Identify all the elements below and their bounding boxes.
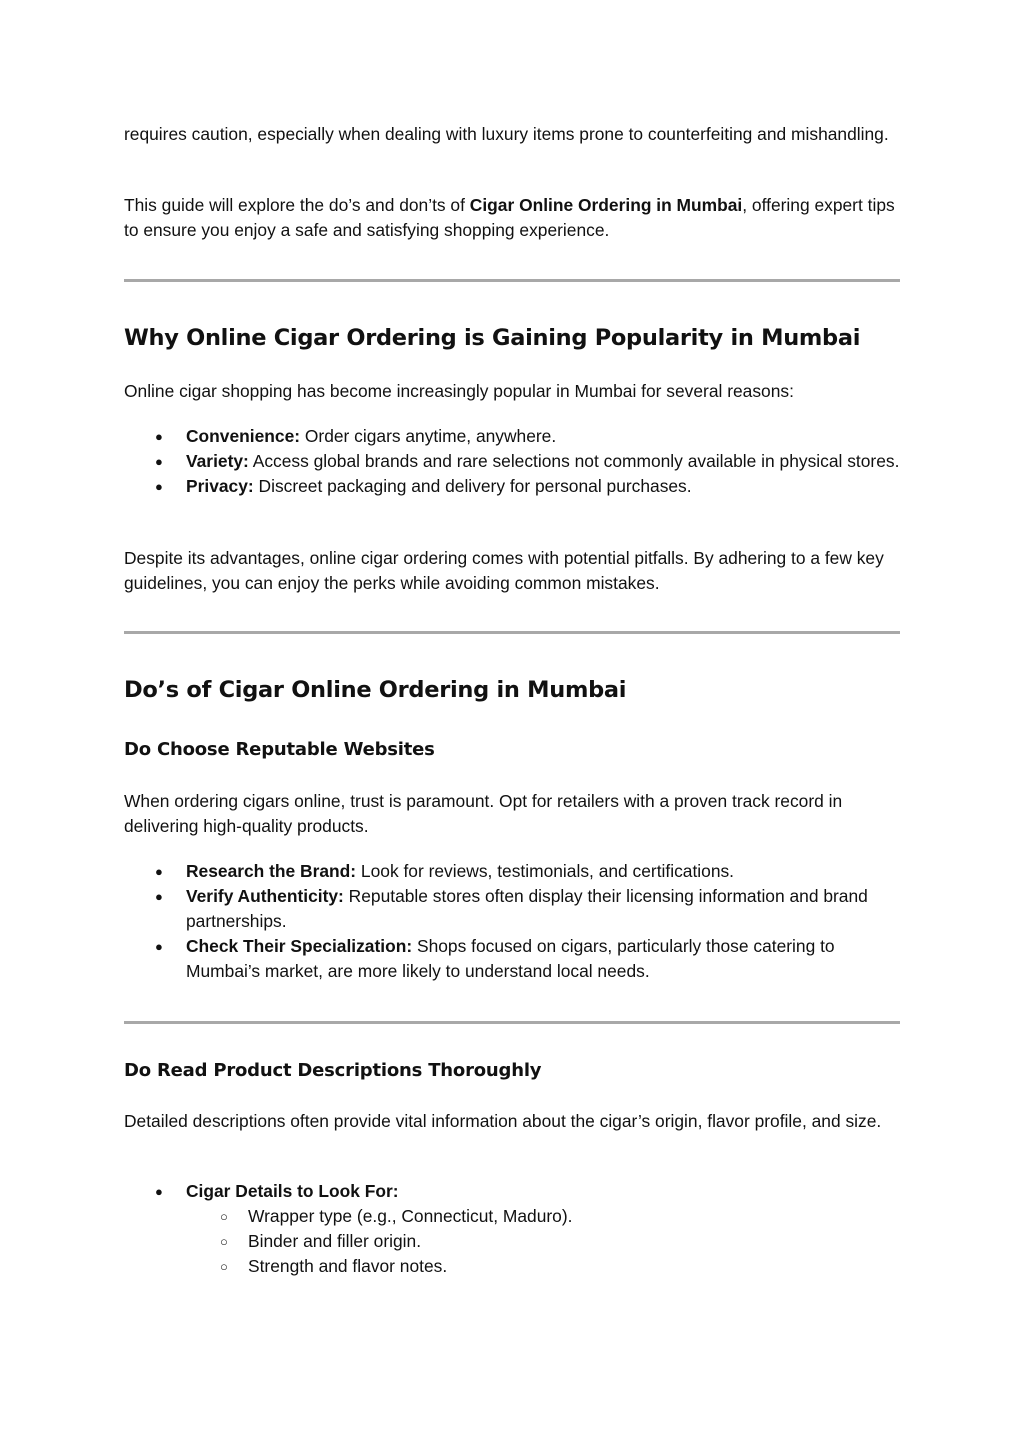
list-item: ● Verify Authenticity: Reputable stores often display their licensing information and brand partnerships.	[155, 886, 868, 931]
nested-list-item: ○ Wrapper type (e.g., Connecticut, Maduro).	[186, 1204, 904, 1229]
list-item: ● Convenience: Order cigars anytime, anywhere.	[124, 424, 904, 449]
circle-bullet-icon: ○	[220, 1209, 228, 1224]
bullet-icon: ●	[155, 1184, 163, 1199]
bullet-icon: ●	[155, 429, 163, 444]
bullet-icon: ●	[155, 939, 163, 954]
section-heading-dos: Do’s of Cigar Online Ordering in Mumbai	[124, 677, 627, 703]
subheading-reputable-websites: Do Choose Reputable Websites	[124, 739, 435, 760]
section-heading-why: Why Online Cigar Ordering is Gaining Popularity in Mumbai	[124, 325, 861, 351]
horizontal-rule	[124, 1021, 900, 1024]
circle-bullet-icon: ○	[220, 1259, 228, 1274]
list-item: ● Variety: Access global brands and rare selections not commonly available in physical stores.	[124, 449, 904, 474]
list-item: ● Research the Brand: Look for reviews, testimonials, and certifications.	[124, 859, 904, 884]
sub2-lead: Detailed descriptions often provide vital information about the cigar’s origin, flavor profile, and size.	[124, 1111, 882, 1131]
circle-bullet-icon: ○	[220, 1234, 228, 1249]
sub1-lead: When ordering cigars online, trust is paramount. Opt for retailers with a proven track record in delivering high-quality products.	[124, 791, 843, 836]
sub1-list	[124, 859, 904, 984]
bullet-icon: ●	[155, 479, 163, 494]
list-item: ● Check Their Specialization: Shops focused on cigars, particularly those catering to Mumbai’s market, are more likely to understand local needs.	[155, 936, 835, 981]
list-item: ● Privacy: Discreet packaging and delivery for personal purchases.	[124, 474, 904, 499]
subheading-product-descriptions: Do Read Product Descriptions Thoroughly	[124, 1060, 542, 1081]
bullet-icon: ●	[155, 454, 163, 469]
bullet-icon: ●	[155, 889, 163, 904]
bold-phrase: Cigar Online Ordering in Mumbai	[469, 195, 743, 215]
horizontal-rule	[124, 631, 900, 634]
list-item: ● Cigar Details to Look For: ○ Wrapper type (e.g., Connecticut, Maduro). ○ Binder and filler origin. ○ Strength and flavor notes.	[124, 1179, 904, 1279]
nested-list	[186, 1204, 904, 1279]
nested-list-item: ○ Strength and flavor notes.	[186, 1254, 904, 1279]
bullet-icon: ●	[155, 864, 163, 879]
section-why-lead: Online cigar shopping has become increasingly popular in Mumbai for several reasons:	[124, 381, 794, 401]
sub2-list	[124, 1179, 904, 1279]
section-why-closing: Despite its advantages, online cigar ordering comes with potential pitfalls. By adhering to a few key guidelines, you can enjoy the perks while avoiding common mistakes.	[124, 548, 884, 593]
section-why-list	[124, 424, 904, 499]
intro-paragraph-2: This guide will explore the do’s and don’ts of Cigar Online Ordering in Mumbai, offering expert tips to ensure you enjoy a safe and satisfying shopping experience.	[124, 195, 895, 240]
horizontal-rule	[124, 279, 900, 282]
intro-paragraph-1: requires caution, especially when dealing with luxury items prone to counterfeiting and mishandling.	[124, 124, 889, 144]
nested-list-item: ○ Binder and filler origin.	[186, 1229, 904, 1254]
